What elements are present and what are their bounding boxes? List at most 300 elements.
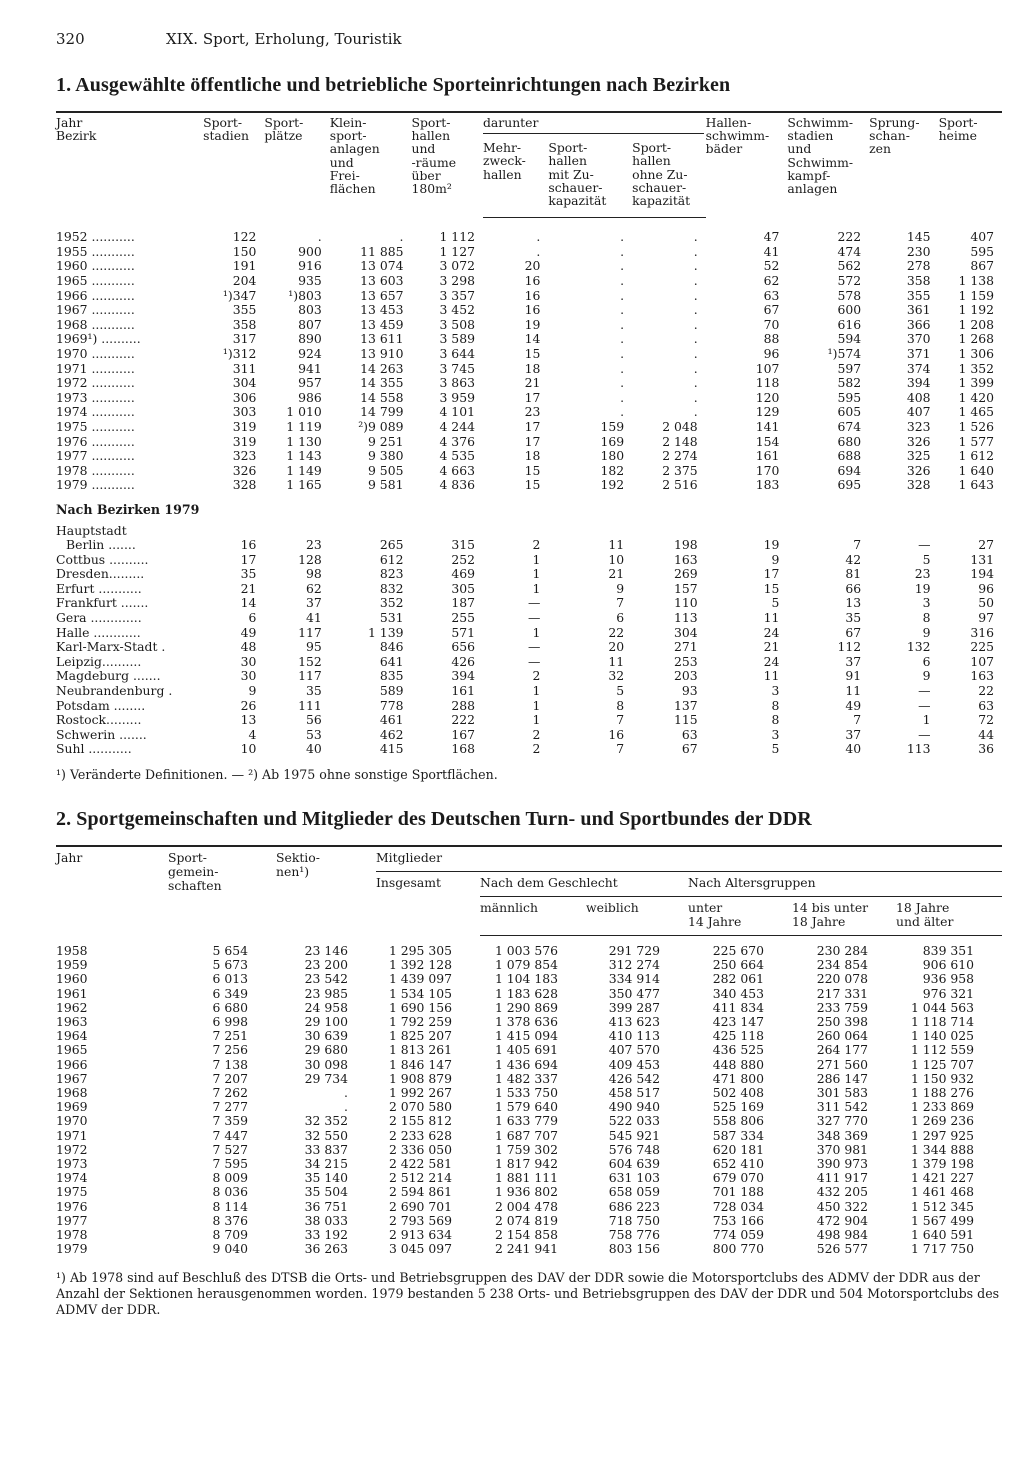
table-cell: 916 (298, 258, 322, 274)
table-cell: 9 040 (212, 1241, 248, 1257)
table-cell: 2 793 569 (388, 1212, 452, 1228)
table-cell: 21 (763, 639, 780, 655)
row-label: 1967 ........... (56, 303, 135, 318)
table-cell: 587 334 (712, 1127, 764, 1143)
table-cell: 62 (763, 273, 780, 288)
table-cell: 1 010 (286, 404, 322, 420)
table-cell: 23 (305, 537, 322, 553)
table-cell: 49 (845, 697, 862, 713)
table-cell: 7 138 (212, 1056, 248, 1072)
table1-year-rows (56, 218, 1002, 493)
table-cell: 203 (674, 668, 698, 684)
table-cell: 24 958 (304, 999, 348, 1015)
table-cell: 282 061 (712, 971, 764, 987)
table-cell: 2 241 941 (494, 1241, 558, 1257)
table-cell: . (620, 375, 625, 391)
table-cell: 34 215 (304, 1156, 348, 1172)
table-cell: 32 (608, 668, 625, 684)
table-cell: 448 880 (712, 1056, 764, 1072)
table-cell: 22 (978, 683, 994, 699)
table-cell: 572 (837, 273, 862, 288)
table-cell: 1 439 097 (388, 971, 452, 987)
table-cell: 9 251 (367, 433, 404, 449)
table-cell: 16 (524, 287, 541, 303)
t2-header-mitglieder: Mitglieder (376, 846, 1002, 872)
table-cell: . (620, 404, 625, 420)
table-cell: 4 101 (439, 404, 475, 420)
table-cell: 1 138 (958, 273, 994, 288)
table-cell: 15 (524, 345, 541, 361)
table-cell: 1 295 305 (388, 942, 452, 958)
table-cell: . (536, 229, 541, 245)
table-cell: — (918, 697, 931, 713)
table-cell: 16 (524, 302, 541, 318)
table-cell: 27 (978, 537, 994, 553)
table-cell: 1 379 198 (910, 1156, 975, 1172)
table-cell: 53 (305, 726, 322, 742)
table-cell: 11 (763, 668, 780, 684)
table-cell: 37 (305, 595, 322, 611)
table-cell: 255 (451, 610, 475, 626)
table-row (56, 449, 1002, 464)
table-cell: — (527, 639, 541, 655)
table-row (56, 1185, 1002, 1199)
table-cell: 436 525 (712, 1042, 764, 1058)
table-cell: 2 375 (662, 462, 698, 478)
table-cell: . (693, 404, 698, 420)
table-cell: 49 (240, 624, 257, 640)
table-cell: 137 (674, 697, 698, 713)
table-cell: 23 542 (304, 971, 348, 987)
table-cell: 169 (600, 433, 625, 449)
table-cell: 728 034 (712, 1198, 764, 1214)
table-cell: 131 (970, 551, 994, 567)
table-cell: 327 770 (816, 1113, 868, 1129)
table-cell: 1 461 468 (910, 1184, 975, 1200)
row-label: Halle ............ (56, 625, 141, 640)
table-cell: 545 921 (608, 1127, 660, 1143)
table-cell: 319 (232, 418, 257, 434)
table-cell: 220 078 (816, 971, 868, 987)
table-cell: 107 (970, 653, 994, 669)
table-cell: 225 (970, 639, 994, 655)
header-darunter: darunter (483, 112, 706, 138)
table-cell: 222 (451, 712, 475, 728)
table-cell: 325 (906, 448, 931, 464)
table-cell: 8 376 (212, 1212, 248, 1228)
table-cell: 96 (978, 580, 994, 596)
table-cell: 252 (451, 551, 475, 567)
table-cell: 686 223 (608, 1198, 660, 1214)
table-cell: 355 (232, 302, 257, 318)
table-cell: 394 (451, 668, 475, 684)
table-cell: 7 527 (212, 1141, 248, 1157)
table-row (56, 611, 1002, 626)
table-cell: . (620, 258, 625, 274)
table-cell: 1 405 691 (494, 1042, 558, 1058)
t2-header-sektionen: Sektio- nen¹) (276, 846, 376, 936)
table-cell: 2 516 (662, 477, 698, 493)
table-cell: 410 113 (608, 1028, 660, 1044)
table-row (56, 1100, 1002, 1114)
table-cell: 304 (674, 624, 698, 640)
row-label: 1969 (56, 1099, 88, 1115)
table-cell: . (693, 273, 698, 288)
table-cell: 558 806 (712, 1113, 764, 1129)
table-cell: 1 421 227 (910, 1170, 975, 1186)
table-cell: 3 298 (439, 273, 475, 288)
table-cell: 1 139 (367, 624, 404, 640)
table-cell: 1 149 (286, 462, 322, 478)
row-label: 1968 ........... (56, 317, 135, 332)
table-cell: 122 (232, 228, 257, 244)
table-cell: 498 984 (816, 1227, 868, 1243)
table-cell: 1 (532, 697, 541, 713)
table-cell: 5 (771, 595, 780, 611)
table-cell: 11 (608, 537, 625, 553)
table-cell: 3 644 (439, 345, 475, 361)
header-mit-zuschauer: Sport- hallen mit Zu- schauer- kapazität (548, 138, 632, 218)
table-cell: 198 (674, 537, 698, 553)
table-cell: . (620, 287, 625, 303)
table-cell: . (620, 331, 625, 347)
table-cell: 432 205 (816, 1184, 868, 1200)
table2 (56, 845, 1002, 1256)
table-cell: 1 (532, 683, 541, 699)
table-cell: 531 (379, 610, 404, 626)
row-label: 1969¹) .......... (56, 332, 141, 347)
table-cell: 128 (298, 551, 322, 567)
table-cell: 1 140 025 (910, 1028, 975, 1044)
table-cell: 29 734 (304, 1070, 348, 1086)
table-cell: 250 664 (712, 957, 764, 973)
table-cell: 98 (305, 566, 322, 582)
table-cell: . (620, 389, 625, 405)
table-cell: 906 610 (922, 957, 975, 973)
table1 (56, 111, 1002, 757)
table-cell: 17 (763, 566, 780, 582)
table-cell: 3 (922, 595, 931, 611)
table-cell: . (317, 228, 322, 244)
table-cell: . (620, 316, 625, 332)
table-cell: 407 (906, 404, 931, 420)
table-row (56, 987, 1002, 1001)
table-cell: 6 998 (212, 1014, 248, 1030)
table-cell: 48 (240, 639, 257, 655)
table-cell: 1 640 591 (910, 1227, 975, 1243)
t2-header-18aelter: 18 Jahre und älter (896, 897, 1002, 936)
table-cell: 474 (837, 243, 862, 259)
hauptstadt-label: Hauptstadt (56, 522, 127, 538)
header-sportstadien: Sport- stadien (203, 112, 264, 218)
table-cell: 4 535 (439, 448, 475, 464)
table-cell: 502 408 (712, 1085, 764, 1101)
table-cell: 413 623 (608, 1014, 660, 1030)
row-label: 1965 (56, 1042, 88, 1058)
table-cell: 774 059 (712, 1227, 764, 1243)
table-cell: 1 378 636 (494, 1014, 558, 1030)
table-cell: 1 (532, 566, 541, 582)
table-cell: 924 (298, 345, 322, 361)
table-cell: 3 452 (439, 302, 475, 318)
table-cell: 411 834 (712, 999, 764, 1015)
table-cell: 1 633 779 (494, 1113, 558, 1129)
table-row (56, 435, 1002, 450)
table-cell: 605 (837, 404, 862, 420)
table-cell: 11 885 (360, 243, 404, 259)
table-cell: 11 (608, 653, 625, 669)
page-number: 320 (56, 30, 85, 48)
table-cell: 1 420 (958, 389, 994, 405)
table-cell: 595 (837, 389, 862, 405)
table-row (56, 318, 1002, 333)
table-cell: 1 690 156 (388, 999, 452, 1015)
table-cell: 9 505 (367, 462, 404, 478)
row-label: Frankfurt ....... (56, 596, 149, 611)
table-cell: 2 594 861 (388, 1184, 452, 1200)
table-cell: 7 262 (212, 1085, 248, 1101)
table-cell: 1 392 128 (388, 957, 452, 973)
table-row (56, 582, 1002, 597)
table-cell: 233 759 (816, 999, 868, 1015)
table-cell: 1 344 888 (910, 1141, 975, 1157)
table-row (56, 626, 1002, 641)
table-cell: 163 (674, 551, 698, 567)
table-cell: 17 (240, 551, 257, 567)
table-cell: 19 (524, 316, 541, 332)
table-cell: 1 143 (286, 448, 322, 464)
table-cell: 323 (906, 418, 931, 434)
table-cell: 264 177 (816, 1042, 868, 1058)
table-cell: 14 558 (360, 389, 404, 405)
row-label: 1975 ........... (56, 419, 135, 434)
table-cell: 323 (232, 448, 257, 464)
t2-header-sportgemeinschaften: Sport- gemein- schaften (168, 846, 276, 936)
row-label: Cottbus .......... (56, 552, 149, 567)
table-cell: 91 (845, 668, 862, 684)
row-label: 1976 ........... (56, 434, 135, 449)
t2-header-unter14: unter 14 Jahre (688, 897, 792, 936)
table-cell: 234 854 (816, 957, 868, 973)
table-cell: 250 398 (816, 1014, 868, 1030)
table-cell: 340 453 (712, 985, 764, 1001)
table-cell: 187 (451, 595, 475, 611)
table-cell: 718 750 (608, 1212, 660, 1228)
table-cell: 2 422 581 (388, 1156, 452, 1172)
table-cell: 600 (837, 302, 862, 318)
table-cell: 8 114 (212, 1198, 248, 1214)
table-cell: 957 (298, 375, 322, 391)
table-cell: 348 369 (816, 1127, 868, 1143)
header-sprungschanzen: Sprung- schan- zen (869, 112, 938, 218)
table-cell: 16 (240, 537, 257, 553)
row-label: 1960 ........... (56, 259, 135, 274)
t2-header-weiblich: weiblich (586, 897, 688, 936)
table-row (56, 1114, 1002, 1128)
table-cell: 56 (305, 712, 322, 728)
table-cell: 35 (305, 683, 322, 699)
table-cell: 88 (763, 331, 780, 347)
table-cell: 107 (755, 360, 780, 376)
table-cell: 7 595 (212, 1156, 248, 1172)
table-cell: 1 269 236 (910, 1113, 975, 1129)
table-cell: 680 (837, 433, 862, 449)
table-cell: — (918, 537, 931, 553)
table-cell: 288 (451, 697, 475, 713)
header-sporthallen: Sport- hallen und -räume über 180m² (411, 112, 483, 218)
table-row (56, 684, 1002, 699)
table-cell: 7 (853, 712, 862, 728)
table-cell: 1 233 869 (910, 1099, 975, 1115)
table-cell: 1 003 576 (494, 943, 558, 958)
table-cell: . (620, 345, 625, 361)
table-cell: 425 118 (712, 1028, 764, 1044)
row-label: Potsdam ........ (56, 698, 146, 713)
table-cell: 450 322 (816, 1198, 868, 1214)
table-cell: 40 (845, 741, 862, 757)
table-cell: 141 (755, 418, 780, 434)
table-cell: 2 274 (662, 448, 698, 464)
row-label: 1979 ........... (56, 478, 135, 493)
table-cell: 253 (674, 653, 698, 669)
table-cell: 407 (970, 228, 994, 244)
table-cell: 32 550 (304, 1127, 348, 1143)
row-label: 1973 (56, 1156, 88, 1172)
table-cell: 394 (906, 375, 931, 391)
table-cell: 120 (755, 389, 780, 405)
table-cell: 11 (845, 683, 862, 699)
table-cell: 50 (978, 595, 994, 611)
table-cell: 472 904 (816, 1212, 868, 1228)
table-row (56, 405, 1002, 420)
table-cell: 471 800 (712, 1070, 764, 1086)
table-cell: 44 (978, 726, 994, 742)
table-row (56, 1171, 1002, 1185)
table-cell: 1 297 925 (910, 1127, 975, 1143)
table-cell: 525 169 (712, 1099, 764, 1115)
table-cell: 23 985 (304, 985, 348, 1001)
table-cell: 3 959 (439, 389, 475, 405)
table-cell: 63 (978, 697, 994, 713)
table-cell: 1 936 802 (494, 1184, 558, 1200)
table-row (56, 1228, 1002, 1242)
table-cell: 612 (379, 551, 404, 567)
table-cell: 161 (451, 683, 475, 699)
table-cell: 204 (232, 273, 257, 288)
row-label: 1960 (56, 971, 88, 987)
table-cell: 168 (451, 741, 475, 757)
table-cell: 571 (451, 624, 475, 640)
table-cell: 30 (240, 668, 257, 684)
table-cell: 161 (755, 448, 780, 464)
table-cell: 370 (906, 331, 931, 347)
table-cell: ¹)574 (827, 345, 862, 361)
table-cell: 30 098 (304, 1056, 348, 1072)
table-cell: . (344, 1099, 348, 1115)
header-mehrzweck: Mehr- zweck- hallen (483, 138, 548, 218)
header-ohne-zuschauer: Sport- hallen ohne Zu- schauer- kapazität (632, 138, 706, 218)
table-cell: 14 799 (360, 404, 404, 420)
table-cell: 1 112 559 (910, 1042, 975, 1058)
table-cell: 2 233 628 (388, 1127, 452, 1143)
table-cell: . (399, 228, 404, 244)
table-cell: 5 673 (212, 957, 248, 973)
table-cell: 1 415 094 (494, 1028, 558, 1044)
row-label: Schwerin ....... (56, 727, 147, 742)
table-cell: 150 (232, 243, 257, 259)
table-cell: 21 (240, 580, 257, 596)
table-cell: 631 103 (608, 1170, 660, 1186)
table-cell: 399 287 (608, 999, 660, 1015)
table-cell: 7 256 (212, 1042, 248, 1058)
table-cell: 9 380 (367, 448, 404, 464)
table-cell: 62 (305, 580, 322, 596)
row-label: 1972 ........... (56, 376, 135, 391)
table-cell: . (693, 345, 698, 361)
table-cell: 411 917 (816, 1170, 868, 1186)
table-cell: 97 (978, 610, 994, 626)
table-cell: . (693, 258, 698, 274)
table-cell: 976 321 (922, 985, 975, 1001)
table-cell: 1 612 (958, 448, 994, 464)
table-cell: 658 059 (608, 1184, 660, 1200)
table-cell: 9 (616, 580, 625, 596)
table-cell: 29 100 (304, 1014, 348, 1030)
header-kleinsport: Klein- sport- anlagen und Frei- flächen (330, 112, 412, 218)
table-row (56, 640, 1002, 655)
table-cell: 291 729 (608, 943, 660, 958)
table-row (56, 1086, 1002, 1100)
table-cell: 334 914 (608, 971, 660, 987)
table-cell: 42 (845, 551, 862, 567)
table-cell: 23 (914, 566, 931, 582)
table-cell: 1 352 (958, 360, 994, 376)
row-label: 1970 (56, 1113, 88, 1129)
table-cell: 14 263 (360, 360, 404, 376)
row-label: Leipzig.......... (56, 654, 142, 669)
table-cell: 304 (232, 375, 257, 391)
table-cell: 37 (845, 726, 862, 742)
table-cell: 36 263 (304, 1241, 348, 1257)
row-label: 1977 ........... (56, 449, 135, 464)
table-cell: 110 (674, 595, 698, 611)
table1-bezirk-rows (56, 538, 1002, 757)
table-cell: 132 (906, 639, 931, 655)
table-cell: 803 156 (608, 1241, 660, 1257)
table-cell: 1 482 337 (494, 1070, 558, 1086)
table-cell: 183 (755, 477, 780, 493)
row-label: 1964 (56, 1028, 88, 1044)
row-label: 1966 (56, 1056, 88, 1072)
table-cell: 13 453 (360, 302, 404, 318)
table-cell: 93 (681, 683, 698, 699)
table-cell: 5 (771, 741, 780, 757)
table-cell: 115 (674, 712, 698, 728)
table-cell: 41 (763, 243, 780, 259)
table-cell: 641 (379, 653, 404, 669)
table-cell: 17 (524, 389, 541, 405)
table-row (56, 553, 1002, 568)
table-cell: 37 (845, 653, 862, 669)
table-cell: 118 (755, 375, 780, 391)
table-cell: 10 (240, 741, 257, 757)
table-cell: 1 436 694 (494, 1056, 558, 1072)
table-cell: 23 (524, 404, 541, 420)
row-label: 1952 ........... (56, 228, 135, 244)
table-cell: 2 (532, 741, 541, 757)
table-cell: 526 577 (816, 1241, 868, 1257)
table-cell: 67 (681, 741, 698, 757)
